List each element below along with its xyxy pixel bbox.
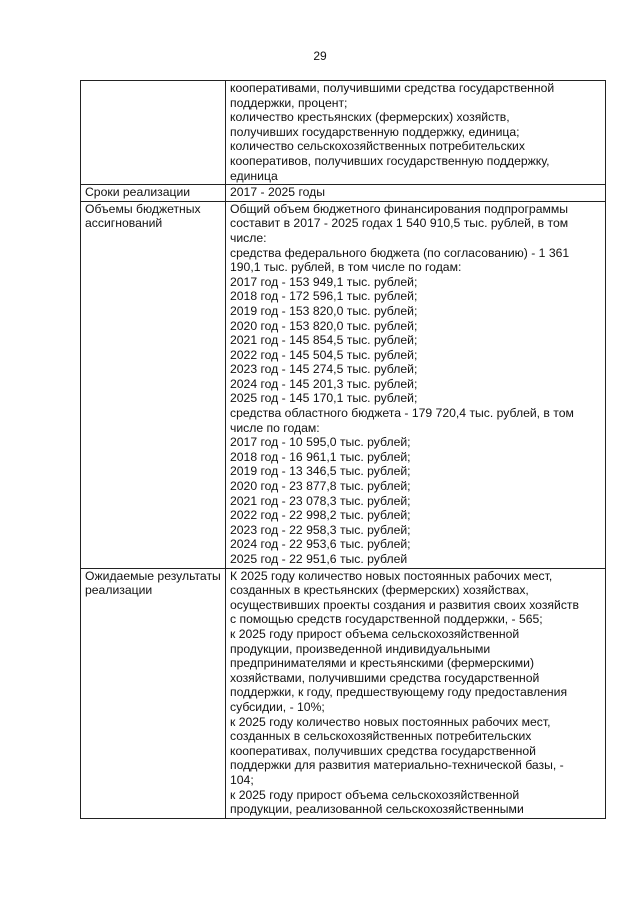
row-content-line: 2022 год - 22 998,2 тыс. рублей; — [230, 508, 411, 523]
row-content-line: продукции, произведенной индивидуальными — [230, 641, 491, 656]
row-content-cell — [226, 81, 606, 185]
row-content-line: к 2025 году прирост объема сельскохозяйственной — [230, 626, 520, 641]
row-content-line: 2018 год - 16 961,1 тыс. рублей; — [230, 449, 411, 464]
row-content-line: осуществивших проекты создания и развития своих хозяйств — [230, 597, 579, 612]
row-content-line: поддержки, процент; — [230, 95, 348, 110]
row-content-line: числе: — [230, 230, 267, 245]
indicators-continuation-row — [81, 81, 606, 185]
row-content-cell — [226, 185, 606, 202]
row-content-line: 2017 год - 153 949,1 тыс. рублей; — [230, 274, 418, 289]
row-content-line: средства федерального бюджета (по согласованию) - 1 361 — [230, 245, 570, 260]
row-content-line: единица — [230, 168, 278, 183]
row-content-line: 2024 год - 145 201,3 тыс. рублей; — [230, 376, 418, 391]
row-content-line: К 2025 году количество новых постоянных рабочих мест, — [230, 568, 553, 583]
row-content-line: составит в 2017 - 2025 годах 1 540 910,5 тыс. рублей, в том — [230, 216, 569, 231]
row-content-line: с помощью средств государственной поддержки, - 565; — [230, 612, 543, 627]
row-content-line: 2021 год - 145 854,5 тыс. рублей; — [230, 333, 418, 348]
row-content-line: 2022 год - 145 504,5 тыс. рублей; — [230, 347, 418, 362]
row-content-line: числе по годам: — [230, 420, 320, 435]
row-content-line: 2025 год - 22 951,6 тыс. рублей — [230, 552, 408, 566]
row-content-line: получивших государственную поддержку, единица; — [230, 124, 520, 139]
row-content-line: количество сельскохозяйственных потребительских — [230, 139, 525, 154]
row-content-line: 2020 год - 23 877,8 тыс. рублей; — [230, 479, 411, 494]
row-label-line: Ожидаемые результаты — [85, 568, 221, 583]
row-content-line: 2023 год - 145 274,5 тыс. рублей; — [230, 362, 418, 377]
row-content-line: кооперативами, получившими средства государственной — [230, 81, 555, 95]
row-content-line: 104; — [230, 772, 254, 787]
expected-results-row — [81, 568, 606, 818]
row-label-cell — [81, 185, 226, 202]
row-label-line: Объемы бюджетных — [85, 201, 201, 216]
row-content-line: 2025 год - 145 170,1 тыс. рублей; — [230, 391, 418, 406]
row-content-line: 2019 год - 153 820,0 тыс. рублей; — [230, 303, 418, 318]
row-label-cell — [81, 201, 226, 568]
row-content-line: 2018 год - 172 596,1 тыс. рублей; — [230, 289, 418, 304]
row-label-line: Сроки реализации — [85, 185, 191, 200]
row-content-line: 2023 год - 22 958,3 тыс. рублей; — [230, 522, 411, 537]
row-content-line: 2020 год - 153 820,0 тыс. рублей; — [230, 318, 418, 333]
row-content-line: 2024 год - 22 953,6 тыс. рублей; — [230, 537, 411, 552]
row-content-cell — [226, 568, 606, 818]
row-content-line: 2017 год - 10 595,0 тыс. рублей; — [230, 435, 411, 450]
implementation-period-row — [81, 185, 606, 202]
row-content-line: 2017 - 2025 годы — [230, 185, 326, 200]
row-content-line: средства областного бюджета - 179 720,4 тыс. рублей, в том — [230, 406, 574, 421]
row-label-line: ассигнований — [85, 216, 163, 231]
row-content-line: 2021 год - 23 078,3 тыс. рублей; — [230, 493, 411, 508]
row-label-cell — [81, 81, 226, 185]
row-content-line: к 2025 году прирост объема сельскохозяйственной — [230, 787, 520, 802]
subprogram-passport-table — [80, 80, 606, 819]
row-label-cell — [81, 568, 226, 818]
row-content-line: созданных в сельскохозяйственных потребительских — [230, 729, 532, 744]
row-content-line: хозяйствами, получившими средства государственной — [230, 670, 540, 685]
row-label-line: реализации — [85, 583, 153, 598]
row-content-line: созданных в крестьянских (фермерских) хозяйствах, — [230, 583, 529, 598]
budget-allocations-row — [81, 201, 606, 568]
row-content-line: к 2025 году количество новых постоянных рабочих мест, — [230, 714, 551, 729]
row-content-line: количество крестьянских (фермерских) хозяйств, — [230, 110, 510, 125]
row-content-line: кооперативов, получивших государственную поддержку, — [230, 153, 550, 168]
row-content-line: продукции, реализованной сельскохозяйственными — [230, 802, 524, 817]
passport-table-body — [81, 81, 606, 819]
row-content-line: 2019 год - 13 346,5 тыс. рублей; — [230, 464, 411, 479]
row-content-line: кооперативах, получивших средства государственной — [230, 743, 536, 758]
page-number: 29 — [313, 49, 327, 63]
row-content-line: Общий объем бюджетного финансирования подпрограммы — [230, 201, 568, 216]
row-content-cell — [226, 201, 606, 568]
row-content-line: предпринимателями и крестьянскими (фермерскими) — [230, 656, 535, 671]
row-content-line: поддержки для развития материально-технической базы, - — [230, 758, 564, 773]
row-content-line: 190,1 тыс. рублей, в том числе по годам: — [230, 260, 462, 275]
row-content-line: субсидии, - 10%; — [230, 699, 325, 714]
row-content-line: поддержки, к году, предшествующему году предоставления — [230, 685, 568, 700]
